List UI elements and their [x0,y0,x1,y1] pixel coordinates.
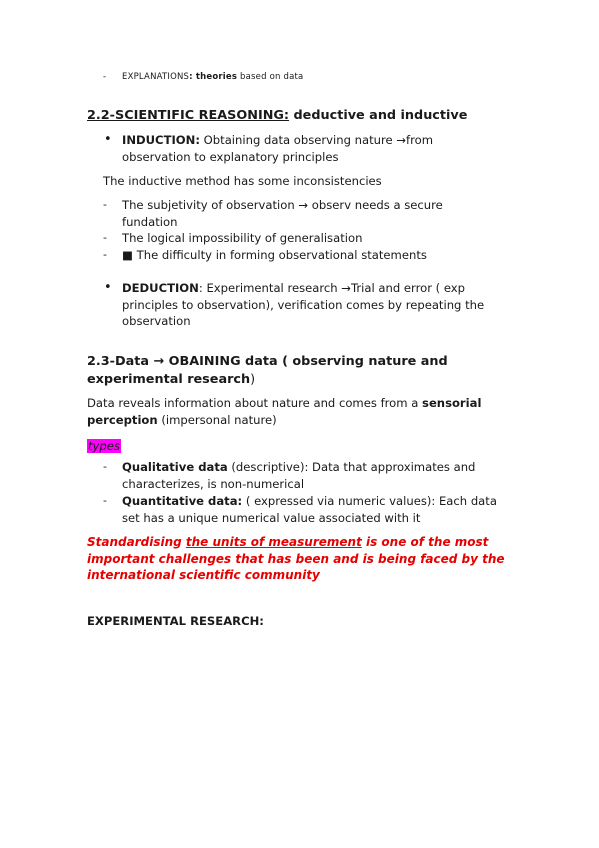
inductive-note: The inductive method has some inconsistencies [103,174,382,188]
list-dash: - [103,248,107,261]
quantitative-term: Quantitative data: [122,494,243,508]
data-reveals-perception: perception [87,412,158,427]
section-2-3-heading [87,353,448,389]
inconsistency-line2: fundation [122,214,178,229]
list-dash: - [103,198,107,211]
standardising-paragraph [87,534,505,584]
experimental-research-heading: EXPERIMENTAL RESEARCH: [87,614,264,628]
induction-line1: Obtaining data observing nature →from [199,133,434,147]
deduction-item [122,280,484,330]
induction-term: INDUCTION: [122,133,200,147]
section-2-2-title-underlined: 2.2-SCIENTIFIC REASONING: [87,108,290,123]
type-item-qualitative [122,459,475,492]
section-2-3-line2-bold: experimental research [87,372,251,387]
qualitative-line2: characterizes, is non-numerical [122,476,305,491]
explanations-colon: : [189,72,196,82]
list-dash: - [103,460,107,473]
explanations-label: EXPLANATIONS [122,72,190,82]
bullet-dot: • [104,132,112,147]
qualitative-line1: (descriptive): Data that approximates and [227,460,476,474]
deduction-term: DEDUCTION [122,281,199,295]
section-2-2-heading [87,108,467,123]
units-of-measurement: the units of measurement [185,535,362,549]
qualitative-term: Qualitative data [122,460,228,474]
bullet-dot: • [104,280,112,295]
induction-item [122,132,433,165]
induction-line2: observation to explanatory principles [122,149,339,164]
quantitative-line2: set has a unique numerical value associated with it [122,510,421,525]
deduction-line3: observation [122,314,191,328]
list-dash: - [103,231,107,244]
standardising-line2: important challenges that has been and is being faced by the [87,551,505,566]
data-reveals-sensorial: sensorial [422,396,482,410]
standardising-line1-b: is one of the most [361,535,489,549]
section-2-2-title-rest: deductive and inductive [289,108,468,123]
explanations-rest: based on data [237,72,304,82]
standardising-line1-a: Standardising [87,535,186,549]
explanations-line [122,72,303,82]
inconsistency-line1: The subjetivity of observation → observ needs a secure [122,198,443,212]
data-reveals-line2-rest: (impersonal nature) [157,412,277,427]
inconsistency-item: ■ The difficulty in forming observational statements [122,248,427,262]
section-2-3-line2-rest: ) [250,372,256,387]
quantitative-line1: ( expressed via numeric values): Each data [242,494,497,508]
inconsistency-item: The logical impossibility of generalisation [122,231,363,245]
types-label-wrapper [87,435,121,454]
standardising-line3: international scientific community [87,568,320,582]
list-dash: - [103,72,107,82]
types-highlighted-label: types [88,439,120,453]
explanations-bold: theories [195,72,238,82]
inconsistency-item [122,197,443,230]
data-reveals-line1: Data reveals information about nature and comes from a [87,396,423,410]
section-2-3-line1: 2.3-Data → OBAINING data ( observing nature and [87,354,448,369]
list-dash: - [103,494,107,507]
deduction-line2: principles to observation), verification comes by repeating the [122,297,485,312]
data-reveals-paragraph [87,395,481,428]
deduction-line1: : Experimental research →Trial and error ( exp [198,281,466,295]
type-item-quantitative [122,493,497,526]
